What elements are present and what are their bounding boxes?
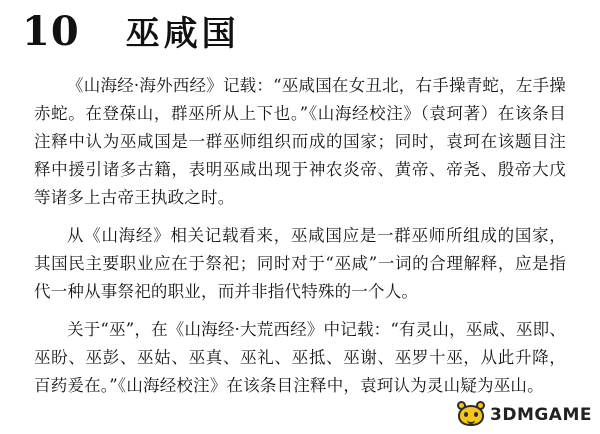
chapter-number: 10	[22, 8, 80, 55]
paragraph: 《山海经·海外西经》记载：“巫咸国在女丑北，右手操青蛇，左手操赤蛇。在登葆山，群巫所从上下也。”《山海经校注》（袁珂著）在该条目注释中认为巫咸国是一群巫师组织而成的国家；同时，袁珂在该题目注释中援引诸多古籍，表明巫咸出现于神农炎帝、黄帝、帝尧、殷帝大戊等诸多上古帝王执政之时。	[34, 76, 566, 207]
panda-logo-icon	[456, 402, 486, 428]
watermark-brand: 3DMGAME	[490, 405, 592, 425]
page-title	[0, 0, 600, 54]
paragraph: 从《山海经》相关记载看来，巫咸国应是一群巫师所组成的国家，其国民主要职业应在于祭祀；同时对于“巫咸”一词的合理解释，应是指代一种从事祭祀的职业，而并非指代特殊的一个人。	[34, 226, 566, 301]
watermark	[456, 402, 592, 428]
paragraph: 关于“巫”，在《山海经·大荒西经》中记载：“有灵山，巫咸、巫即、巫盼、巫彭、巫姑、巫真、巫礼、巫抵、巫谢、巫罗十巫，从此升降，百药爰在。”《山海经校注》在该条目注释中，袁珂认为灵山疑为巫山。	[34, 320, 566, 395]
document-body	[0, 54, 600, 400]
chapter-title: 巫咸国	[125, 14, 240, 54]
